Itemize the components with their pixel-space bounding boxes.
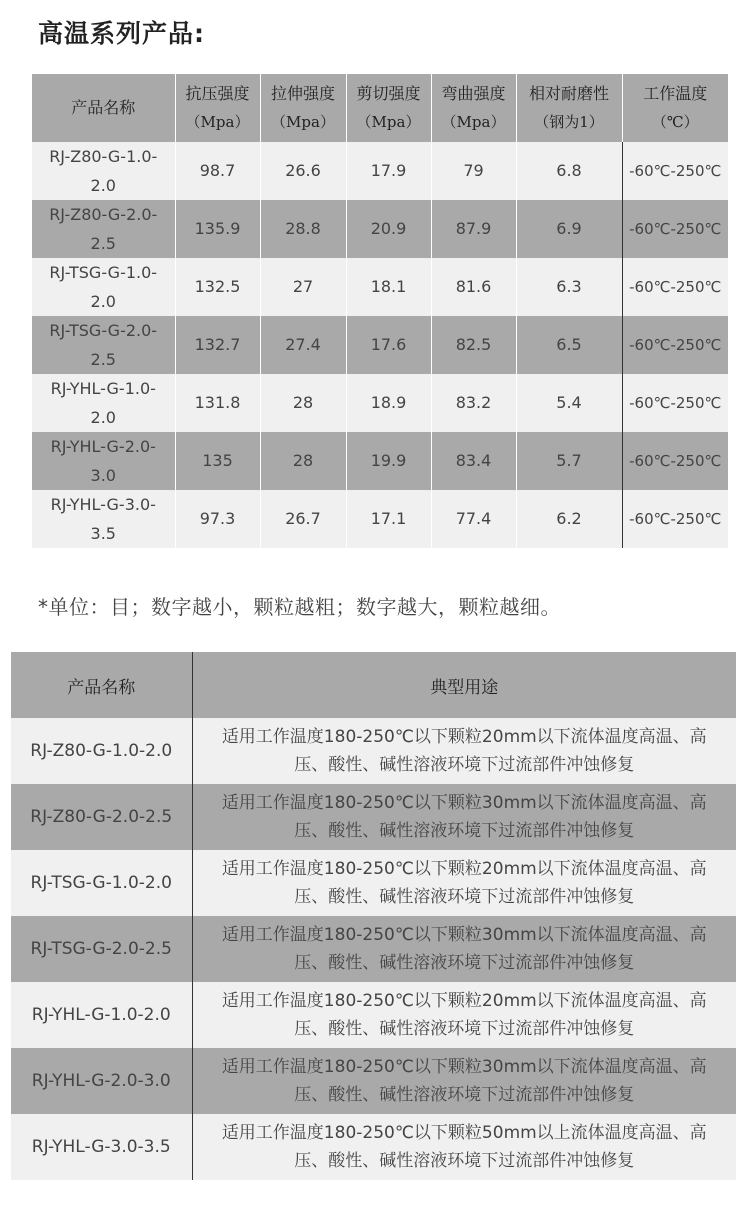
table-row [11, 718, 736, 784]
product-name-cell: RJ-YHL-G-3.0-3.5 [11, 1114, 192, 1180]
header-tensile-strength: 拉伸强度 （Mpa） [260, 74, 346, 142]
tensile-cell: 28 [260, 432, 346, 490]
table-row [11, 850, 736, 916]
shear-cell: 20.9 [346, 200, 431, 258]
product-name-cell: RJ-Z80-G-2.0-2.5 [11, 784, 192, 850]
temperature-cell: -60℃-250℃ [622, 432, 728, 490]
page-title: 高温系列产品: [38, 19, 205, 48]
wear-cell: 6.2 [516, 490, 622, 548]
table-row [11, 982, 736, 1048]
tensile-cell: 28 [260, 374, 346, 432]
temperature-cell: -60℃-250℃ [622, 316, 728, 374]
shear-cell: 17.9 [346, 142, 431, 200]
wear-cell: 6.3 [516, 258, 622, 316]
typical-use-cell: 适用工作温度180-250℃以下颗粒30mm以下流体温度高温、高 压、酸性、碱性溶液环境下过流部件冲蚀修复 [192, 916, 736, 982]
typical-use-cell: 适用工作温度180-250℃以下颗粒20mm以下流体温度高温、高 压、酸性、碱性溶液环境下过流部件冲蚀修复 [192, 982, 736, 1048]
header-shear-strength: 剪切强度 （Mpa） [346, 74, 431, 142]
product-name-cell: RJ-Z80-G-1.0- 2.0 [32, 142, 175, 200]
product-name-cell: RJ-TSG-G-2.0-2.5 [11, 916, 192, 982]
product-name-cell: RJ-TSG-G-1.0- 2.0 [32, 258, 175, 316]
product-name-cell: RJ-TSG-G-1.0-2.0 [11, 850, 192, 916]
tensile-cell: 26.6 [260, 142, 346, 200]
unit-note: *单位：目；数字越小，颗粒越粗；数字越大，颗粒越细。 [38, 595, 561, 619]
bending-cell: 83.2 [431, 374, 516, 432]
compressive-cell: 98.7 [175, 142, 260, 200]
table-row [32, 374, 728, 432]
temperature-cell: -60℃-250℃ [622, 374, 728, 432]
table-row [32, 490, 728, 548]
temperature-cell: -60℃-250℃ [622, 258, 728, 316]
bending-cell: 83.4 [431, 432, 516, 490]
table-row [32, 316, 728, 374]
product-name-cell: RJ-Z80-G-1.0-2.0 [11, 718, 192, 784]
product-name-cell: RJ-YHL-G-1.0-2.0 [11, 982, 192, 1048]
usage-header-row [11, 652, 736, 718]
bending-cell: 82.5 [431, 316, 516, 374]
shear-cell: 17.6 [346, 316, 431, 374]
table-row [32, 142, 728, 200]
tensile-cell: 26.7 [260, 490, 346, 548]
header-working-temperature: 工作温度 （℃） [622, 74, 728, 142]
table-row [32, 432, 728, 490]
header-product-name: 产品名称 [11, 652, 192, 718]
temperature-cell: -60℃-250℃ [622, 490, 728, 548]
temperature-cell: -60℃-250℃ [622, 200, 728, 258]
header-compressive-strength: 抗压强度 （Mpa） [175, 74, 260, 142]
table-row [11, 1114, 736, 1180]
product-name-cell: RJ-YHL-G-2.0-3.0 [11, 1048, 192, 1114]
typical-use-cell: 适用工作温度180-250℃以下颗粒20mm以下流体温度高温、高 压、酸性、碱性溶液环境下过流部件冲蚀修复 [192, 850, 736, 916]
bending-cell: 87.9 [431, 200, 516, 258]
typical-use-cell: 适用工作温度180-250℃以下颗粒30mm以下流体温度高温、高 压、酸性、碱性溶液环境下过流部件冲蚀修复 [192, 1048, 736, 1114]
compressive-cell: 135 [175, 432, 260, 490]
header-relative-wear: 相对耐磨性 （钢为1） [516, 74, 622, 142]
shear-cell: 17.1 [346, 490, 431, 548]
temperature-cell: -60℃-250℃ [622, 142, 728, 200]
shear-cell: 19.9 [346, 432, 431, 490]
wear-cell: 5.4 [516, 374, 622, 432]
product-name-cell: RJ-Z80-G-2.0- 2.5 [32, 200, 175, 258]
wear-cell: 6.5 [516, 316, 622, 374]
table-row [32, 258, 728, 316]
tensile-cell: 27 [260, 258, 346, 316]
header-bending-strength: 弯曲强度 （Mpa） [431, 74, 516, 142]
compressive-cell: 132.5 [175, 258, 260, 316]
header-typical-use: 典型用途 [192, 652, 736, 718]
compressive-cell: 132.7 [175, 316, 260, 374]
product-name-cell: RJ-YHL-G-3.0- 3.5 [32, 490, 175, 548]
wear-cell: 6.8 [516, 142, 622, 200]
table-row [32, 200, 728, 258]
compressive-cell: 131.8 [175, 374, 260, 432]
bending-cell: 79 [431, 142, 516, 200]
bending-cell: 81.6 [431, 258, 516, 316]
properties-header-row [32, 74, 728, 142]
product-name-cell: RJ-TSG-G-2.0- 2.5 [32, 316, 175, 374]
compressive-cell: 97.3 [175, 490, 260, 548]
product-name-cell: RJ-YHL-G-1.0- 2.0 [32, 374, 175, 432]
shear-cell: 18.1 [346, 258, 431, 316]
typical-use-cell: 适用工作温度180-250℃以下颗粒30mm以下流体温度高温、高 压、酸性、碱性溶液环境下过流部件冲蚀修复 [192, 784, 736, 850]
tensile-cell: 28.8 [260, 200, 346, 258]
typical-use-cell: 适用工作温度180-250℃以下颗粒20mm以下流体温度高温、高 压、酸性、碱性溶液环境下过流部件冲蚀修复 [192, 718, 736, 784]
product-name-cell: RJ-YHL-G-2.0- 3.0 [32, 432, 175, 490]
tensile-cell: 27.4 [260, 316, 346, 374]
wear-cell: 6.9 [516, 200, 622, 258]
properties-table [32, 74, 728, 548]
usage-table [11, 652, 736, 1180]
shear-cell: 18.9 [346, 374, 431, 432]
compressive-cell: 135.9 [175, 200, 260, 258]
table-row [11, 916, 736, 982]
table-row [11, 1048, 736, 1114]
header-product-name: 产品名称 [32, 74, 175, 142]
typical-use-cell: 适用工作温度180-250℃以下颗粒50mm以上流体温度高温、高 压、酸性、碱性溶液环境下过流部件冲蚀修复 [192, 1114, 736, 1180]
wear-cell: 5.7 [516, 432, 622, 490]
table-row [11, 784, 736, 850]
bending-cell: 77.4 [431, 490, 516, 548]
